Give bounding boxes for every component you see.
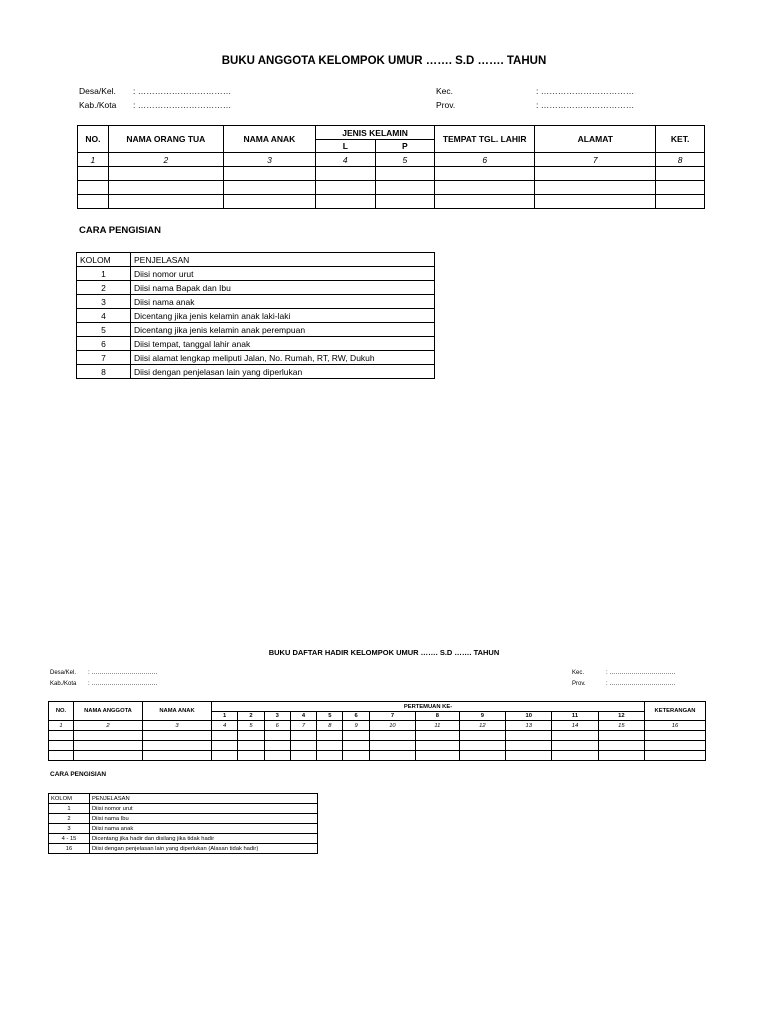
- kolom-number: 1: [77, 267, 131, 281]
- penjelasan-header: PENJELASAN: [131, 253, 435, 267]
- penjelasan-text: Dicentang jika jenis kelamin anak perempuan: [131, 323, 435, 337]
- table-row: [49, 751, 706, 761]
- daftar-hadir-table: [48, 701, 706, 761]
- penjelasan-text: Diisi nama anak: [90, 824, 318, 834]
- penjelasan-text: Dicentang jika jenis kelamin anak laki-laki: [131, 309, 435, 323]
- column-number: 15: [598, 721, 644, 731]
- table-row: [49, 741, 706, 751]
- kec-label: Kec.: [436, 86, 454, 96]
- column-number: 7: [290, 721, 316, 731]
- table-row: [78, 167, 705, 181]
- column-number: 3: [223, 153, 315, 167]
- meeting-number: 8: [416, 712, 460, 721]
- kolom-number: 1: [49, 804, 90, 814]
- meeting-number: 5: [317, 712, 343, 721]
- meeting-number: 7: [369, 712, 415, 721]
- meeting-number: 10: [506, 712, 552, 721]
- cara-pengisian-title: CARA PENGISIAN: [79, 225, 161, 236]
- list-item: [77, 323, 435, 337]
- kolom-number: 4: [77, 309, 131, 323]
- column-number: 1: [49, 721, 74, 731]
- header-keterangan: KETERANGAN: [645, 702, 706, 721]
- desa-label: Desa/Kel.: [79, 86, 116, 96]
- kec-value: : ……………………………: [536, 86, 635, 96]
- column-number: 9: [343, 721, 369, 731]
- table-row: [78, 195, 705, 209]
- penjelasan-text: Diisi nama Bapak dan Ibu: [131, 281, 435, 295]
- column-number: 7: [535, 153, 656, 167]
- kolom-number: 4 - 15: [49, 834, 90, 844]
- kec-value: : ……………………………: [606, 670, 676, 676]
- kab-value: : ……………………………: [88, 681, 158, 687]
- header-nama-anggota: NAMA ANGGOTA: [74, 702, 143, 721]
- table-row: [49, 731, 706, 741]
- header-nama-anak: NAMA ANAK: [223, 126, 315, 153]
- doc1-title: BUKU ANGGOTA KELOMPOK UMUR ……. S.D ……. TAHUN: [221, 55, 547, 67]
- column-number-row: [49, 721, 706, 731]
- header-no: NO.: [49, 702, 74, 721]
- header-nama-anak: NAMA ANAK: [143, 702, 212, 721]
- list-item: [77, 351, 435, 365]
- header-alamat: ALAMAT: [535, 126, 656, 153]
- list-item: [77, 309, 435, 323]
- kolom-number: 6: [77, 337, 131, 351]
- kolom-header: KOLOM: [77, 253, 131, 267]
- penjelasan-text: Diisi dengan penjelasan lain yang diperlukan: [131, 365, 435, 379]
- cara-pengisian-title: CARA PENGISIAN: [50, 771, 107, 778]
- penjelasan-text: Diisi dengan penjelasan lain yang diperlukan (Alasan tidak hadir): [90, 844, 318, 854]
- column-number: 13: [506, 721, 552, 731]
- penjelasan-header: PENJELASAN: [90, 794, 318, 804]
- meeting-number: 9: [459, 712, 505, 721]
- column-number: 5: [238, 721, 264, 731]
- kolom-number: 5: [77, 323, 131, 337]
- header-jenis-kelamin: JENIS KELAMIN: [316, 126, 435, 140]
- column-number: 6: [264, 721, 290, 731]
- prov-value: : ……………………………: [606, 681, 676, 687]
- kab-label: Kab./Kota: [50, 681, 77, 687]
- list-item: [49, 824, 318, 834]
- cara-pengisian-table: [48, 793, 318, 854]
- meeting-number: 4: [290, 712, 316, 721]
- header-pertemuan: PERTEMUAN KE-: [212, 702, 645, 712]
- meeting-number: 1: [212, 712, 238, 721]
- penjelasan-text: Dicentang jika hadir dan disilang jika tidak hadir: [90, 834, 318, 844]
- prov-value: : ……………………………: [536, 100, 635, 110]
- header-ket: KET.: [656, 126, 705, 153]
- kolom-number: 16: [49, 844, 90, 854]
- column-number: 5: [375, 153, 435, 167]
- header-no: NO.: [78, 126, 109, 153]
- kab-value: : ……………………………: [133, 100, 232, 110]
- column-number: 14: [552, 721, 598, 731]
- list-item: [77, 267, 435, 281]
- cara-pengisian-table: [76, 252, 435, 379]
- list-item: [49, 834, 318, 844]
- column-number: 3: [143, 721, 212, 731]
- desa-value: : ……………………………: [88, 670, 158, 676]
- kolom-number: 2: [49, 814, 90, 824]
- anggota-table: [77, 125, 705, 209]
- column-number: 16: [645, 721, 706, 731]
- column-number: 10: [369, 721, 415, 731]
- column-number: 2: [108, 153, 223, 167]
- doc2-title: BUKU DAFTAR HADIR KELOMPOK UMUR ……. S.D ……. TAHUN: [268, 648, 500, 657]
- prov-label: Prov.: [572, 681, 586, 687]
- list-item: [49, 844, 318, 854]
- header-nama-orang-tua: NAMA ORANG TUA: [108, 126, 223, 153]
- column-number: 11: [416, 721, 460, 731]
- column-number: 1: [78, 153, 109, 167]
- penjelasan-text: Diisi nomor urut: [90, 804, 318, 814]
- kec-label: Kec.: [572, 670, 585, 676]
- kolom-number: 8: [77, 365, 131, 379]
- meeting-number: 11: [552, 712, 598, 721]
- column-number: 12: [459, 721, 505, 731]
- meeting-number: 12: [598, 712, 644, 721]
- meeting-number: 3: [264, 712, 290, 721]
- list-item: [49, 814, 318, 824]
- list-item: [77, 337, 435, 351]
- header-p: P: [375, 140, 435, 153]
- desa-label: Desa/Kel.: [50, 670, 77, 676]
- list-item: [77, 365, 435, 379]
- prov-label: Prov.: [436, 100, 456, 110]
- table-row: [78, 181, 705, 195]
- column-number: 8: [317, 721, 343, 731]
- kab-label: Kab./Kota: [79, 100, 117, 110]
- meeting-number: 6: [343, 712, 369, 721]
- column-number-row: [78, 153, 705, 167]
- penjelasan-text: Diisi nama Ibu: [90, 814, 318, 824]
- header-tempat-tgl-lahir: TEMPAT TGL. LAHIR: [435, 126, 535, 153]
- kolom-number: 3: [49, 824, 90, 834]
- kolom-header: KOLOM: [49, 794, 90, 804]
- kolom-number: 3: [77, 295, 131, 309]
- column-number: 4: [212, 721, 238, 731]
- desa-value: : ……………………………: [133, 86, 232, 96]
- column-number: 2: [74, 721, 143, 731]
- kolom-number: 7: [77, 351, 131, 365]
- penjelasan-text: Diisi nama anak: [131, 295, 435, 309]
- list-item: [77, 281, 435, 295]
- penjelasan-text: Diisi alamat lengkap meliputi Jalan, No. Rumah, RT, RW, Dukuh: [131, 351, 435, 365]
- header-l: L: [316, 140, 376, 153]
- list-item: [77, 295, 435, 309]
- penjelasan-text: Diisi tempat, tanggal lahir anak: [131, 337, 435, 351]
- penjelasan-text: Diisi nomor urut: [131, 267, 435, 281]
- column-number: 8: [656, 153, 705, 167]
- kolom-number: 2: [77, 281, 131, 295]
- meeting-number: 2: [238, 712, 264, 721]
- list-item: [49, 804, 318, 814]
- column-number: 4: [316, 153, 376, 167]
- column-number: 6: [435, 153, 535, 167]
